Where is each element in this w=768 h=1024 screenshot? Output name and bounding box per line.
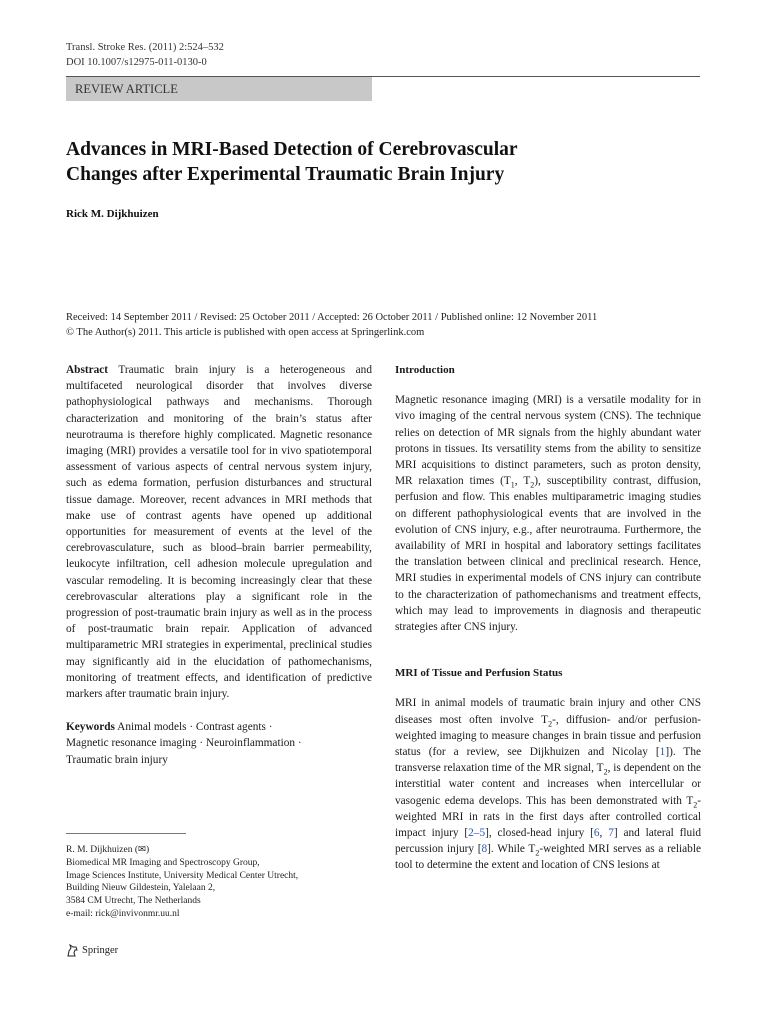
keywords-label: Keywords xyxy=(66,721,115,734)
author-affiliation xyxy=(66,844,298,921)
citation-link[interactable]: 6 xyxy=(593,827,600,840)
keyword: Animal models xyxy=(117,721,187,734)
abstract xyxy=(66,362,372,702)
keyword: Neuroinflammation xyxy=(205,737,296,750)
publisher-logo xyxy=(66,944,118,957)
author-email[interactable]: e-mail: rick@invivonmr.uu.nl xyxy=(66,908,180,919)
journal-citation: Transl. Stroke Res. (2011) 2:524–532 xyxy=(66,42,224,53)
keyword: Magnetic resonance imaging xyxy=(66,737,197,750)
citation-link[interactable]: 2–5 xyxy=(468,827,486,840)
citation-link[interactable]: 7 xyxy=(608,827,614,840)
title-line-2: Changes after Experimental Traumatic Brain Injury xyxy=(66,164,505,185)
citation-link[interactable]: 1 xyxy=(659,746,666,759)
affiliation-line: Building Nieuw Gildestein, Yalelaan 2, xyxy=(66,883,216,894)
keyword: Contrast agents xyxy=(195,721,266,734)
keyword: Traumatic brain injury xyxy=(66,753,168,766)
affiliation-line: Biomedical MR Imaging and Spectroscopy Group, xyxy=(66,857,260,868)
springer-horse-icon xyxy=(66,944,79,957)
introduction-text: Magnetic resonance imaging (MRI) is a versatile modality for in vivo imaging of the central nervous system (CNS). The technique relies on detection of MR signals from the highly abundant water protons in tissues. Its versatility stems from the ability to sensitize MRI acquisitions to distinct parameters, such as proton density, MR relaxation times ($T_1$, $T_2$), susceptibility contrast, diffusion, perfusion and flow. This enables multiparametric imaging studies on different pathophysiological events that are involved in the evolution of CNS injury, e.g., after neurotrauma. Furthermore, the availability of MRI in hospital and laboratory settings facilitates the translation between clinical and preclinical research. Hence, MRI studies in experimental models of CNS injury can contribute to the characterization of pathomechanisms and treatment effects, which may lead to improvements in diagnosis and therapeutic strategies after CNS injury. xyxy=(395,394,701,634)
keywords: Keywords Animal models · Contrast agents · Magnetic resonance imaging · Neuroinflammation · Traumatic brain injury xyxy=(66,721,302,766)
footnote-rule xyxy=(66,833,186,834)
section-heading-introduction: Introduction xyxy=(395,364,455,376)
citation-link[interactable]: 8 xyxy=(481,843,488,856)
abstract-text: Traumatic brain injury is a heterogeneous and multifaceted neurological disorder that involves diverse pathophysiological pathways and mechanisms. Thorough characterization and monitoring of the brain’s status after neurotrauma is therefore highly complicated. Magnetic resonance imaging (MRI) provides a versatile tool for in vivo spatiotemporal assessment of various aspects of central nervous system injury, such as edema formation, perfusion disturbances and structural tissue damage. Moreover, recent advances in MRI methods that make use of contrast agents have opened up additional opportunities for measurement of events at the level of the cerebrovasculature, such as blood–brain barrier permeability, leukocyte infiltration, cell adhesion molecule upregulation and vascular remodeling. It is becoming increasingly clear that these cerebrovascular alterations play a significant role in the progression of post-traumatic brain injury as well as in the process of post-traumatic brain repair. Application of advanced multiparametric MRI strategies in experimental, preclinical studies may significantly aid in the elucidation of pathomechanisms, monitoring of treatment effects, and identification of predictive markers after traumatic brain injury. xyxy=(66,364,372,701)
affiliation-line: Image Sciences Institute, University Medical Center Utrecht, xyxy=(66,870,299,881)
title-line-1: Advances in MRI-Based Detection of Cerebrovascular xyxy=(66,139,518,160)
left-column xyxy=(66,362,372,768)
section-2-text: MRI in animal models of traumatic brain injury and other CNS diseases most often involve $T_2-$, diffusion- and/or perfusion-weighted imaging to measure changes in brain tissue and perfusion status (for a review, see Dijkhuizen and Nicolay [1]). The transverse relaxation time of the MR signal, $T_2$, is dependent on the interstitial water content and increases when intercellular or vasogenic edema develops. This has been demonstrated with $T_2$-weighted MRI in rats in the first days after controlled cortical impact injury [2–5], closed-head injury [6, 7] and lateral fluid percussion injury [8]. While $T_2$-weighted MRI serves as a reliable tool to determine the extent and location of CNS lesions at xyxy=(395,697,701,872)
publisher-name: Springer xyxy=(82,945,119,956)
affiliation-line: 3584 CM Utrecht, The Netherlands xyxy=(66,896,201,907)
author-name: Rick M. Dijkhuizen xyxy=(66,208,159,220)
dates-block xyxy=(66,310,597,340)
publication-dates: Received: 14 September 2011 / Revised: 25 October 2011 / Accepted: 26 October 2011 / Published online: 12 November 2011 xyxy=(66,312,598,323)
copyright-line: © The Author(s) 2011. This article is published with open access at Springerlink.com xyxy=(66,327,425,338)
article-type-badge: REVIEW ARTICLE xyxy=(66,77,372,101)
abstract-label: Abstract xyxy=(66,364,109,376)
affiliation-name: R. M. Dijkhuizen (✉) xyxy=(66,845,150,855)
doi: DOI 10.1007/s12975-011-0130-0 xyxy=(66,57,207,68)
paper-title xyxy=(66,137,706,187)
journal-header xyxy=(66,40,224,70)
right-column xyxy=(395,362,701,874)
section-heading-mri-tissue: MRI of Tissue and Perfusion Status xyxy=(395,667,563,680)
